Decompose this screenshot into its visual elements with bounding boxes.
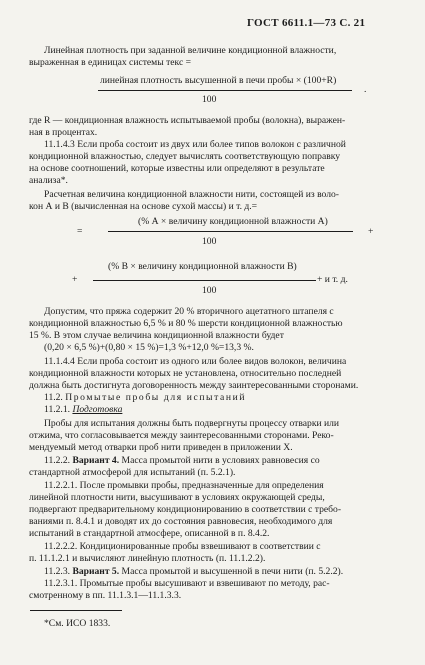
fraction-bar bbox=[98, 90, 352, 91]
formula-equals: = bbox=[77, 226, 83, 237]
text-line: ная в процентах. bbox=[29, 127, 98, 138]
text-line: 11.1.4.4 Если проба состоит из одного или более видов волокон, величина bbox=[44, 356, 347, 367]
text-line: (0,20 × 6,5 %)+(0,80 × 15 %)=1,3 %+12,0 %=13,3 %. bbox=[44, 342, 254, 353]
formula-tail: + и т. д. bbox=[317, 274, 348, 285]
text-line: анализа*. bbox=[29, 175, 68, 186]
footnote-rule bbox=[30, 610, 122, 611]
text-line bbox=[44, 455, 320, 467]
text-line bbox=[44, 566, 343, 578]
clause-text: Масса промытой нити в условиях равновесия со bbox=[121, 455, 320, 466]
variant-label: Вариант 5. bbox=[72, 566, 120, 577]
variant-label: Вариант 4. bbox=[72, 455, 120, 466]
text-line: мендуемый метод отварки проб нити приведен в приложении X. bbox=[29, 442, 293, 453]
text-line: где R — кондиционная влажность испытываемой пробы (волокна), выражен- bbox=[29, 115, 346, 126]
clause-text: Масса промытой и высушенной в печи нити (п. 5.2.2). bbox=[121, 566, 344, 577]
formula-denominator: 100 bbox=[202, 94, 217, 105]
text-line: смотренному в пп. 11.1.3.1—11.1.3.3. bbox=[29, 590, 182, 601]
text-line: линейной плотности нити, высушивают в условиях окружающей среды, bbox=[29, 492, 325, 503]
section-title: Промытые пробы для испытаний bbox=[65, 392, 247, 403]
subsection-heading bbox=[44, 404, 122, 416]
footnote: *См. ИСО 1833. bbox=[44, 618, 111, 629]
formula-numerator: линейная плотность высушенной в печи пробы × (100+R) bbox=[100, 75, 337, 86]
text-line: стандартной атмосферой для испытаний (п. 5.2.1). bbox=[29, 467, 236, 478]
text-line: 15 %. В этом случае величина кондиционной влажности будет bbox=[29, 330, 284, 341]
formula-numerator: (% В × величину кондиционной влажности В) bbox=[108, 261, 297, 272]
text-line: кондиционной влажностью, следует вычислять соответствующую поправку bbox=[29, 151, 341, 162]
formula-plus: + bbox=[368, 226, 374, 237]
section-number: 11.2. bbox=[44, 392, 63, 403]
fraction-bar bbox=[93, 280, 316, 281]
text-line: 11.2.2.1. После промывки пробы, предназначенные для определения bbox=[44, 480, 324, 491]
text-line: 11.2.3.1. Промытые пробы высушивают и взвешивают по методу, рас- bbox=[44, 578, 330, 589]
text-line: 11.1.4.3 Если проба состоит из двух или более типов волокон с различной bbox=[44, 139, 346, 150]
text-line: 11.2.2.2. Кондиционированные пробы взвешивают в соответствии с bbox=[44, 541, 321, 552]
text-line: выраженная в единицах системы текс = bbox=[29, 57, 192, 68]
subsection-title: Подготовка bbox=[72, 404, 123, 415]
text-line: кондиционной влажности которых не установлена, относительно последней bbox=[29, 368, 342, 379]
text-line: на основе соотношений, которые известны или определяют в результате bbox=[29, 163, 325, 174]
text-line: должна быть достигнута договоренность между заинтересованными сторонами. bbox=[29, 380, 359, 391]
text-line: испытаний в стандартной атмосфере, описанной в п. 8.4.2. bbox=[29, 528, 270, 539]
text-line: кондиционной влажностью 6,5 % и 80 % шерсти кондиционной влажностью bbox=[29, 318, 343, 329]
subsection-number: 11.2.1. bbox=[44, 404, 71, 415]
fraction-bar bbox=[108, 231, 353, 232]
text-line: подвергают предварительному кондиционированию в соответствии с требо- bbox=[29, 504, 342, 515]
formula-numerator: (% А × величину кондиционной влажности А) bbox=[138, 216, 328, 227]
text-line: отжима, что согласовывается между заинтересованными сторонами. Реко- bbox=[29, 430, 334, 441]
text-line: Пробы для испытания должны быть подвергнуты процессу отварки или bbox=[44, 418, 340, 429]
formula-dot: . bbox=[364, 84, 367, 95]
formula-plus: + bbox=[72, 274, 78, 285]
text-line: Расчетная величина кондиционной влажности нити, состоящей из воло- bbox=[44, 189, 340, 200]
text-line: п. 11.1.2.1 и вычисляют линейную плотность (п. 11.1.2.2). bbox=[29, 553, 266, 564]
clause-number: 11.2.2. bbox=[44, 455, 71, 466]
text-line: Допустим, что пряжа содержит 20 % вторичного ацетатного штапеля с bbox=[44, 306, 334, 317]
text-line: ваниями п. 8.4.1 и доводят их до состояния равновесия, необходимого для bbox=[29, 516, 333, 527]
page-header: ГОСТ 6611.1—73 С. 21 bbox=[247, 17, 366, 29]
clause-number: 11.2.3. bbox=[44, 566, 71, 577]
formula-denominator: 100 bbox=[202, 285, 217, 296]
section-heading bbox=[44, 392, 246, 404]
formula-denominator: 100 bbox=[202, 236, 217, 247]
text-line: Линейная плотность при заданной величине кондиционной влажности, bbox=[44, 45, 337, 56]
text-line: кон А и В (вычисленная на основе сухой массы) и т. д.= bbox=[29, 201, 258, 212]
